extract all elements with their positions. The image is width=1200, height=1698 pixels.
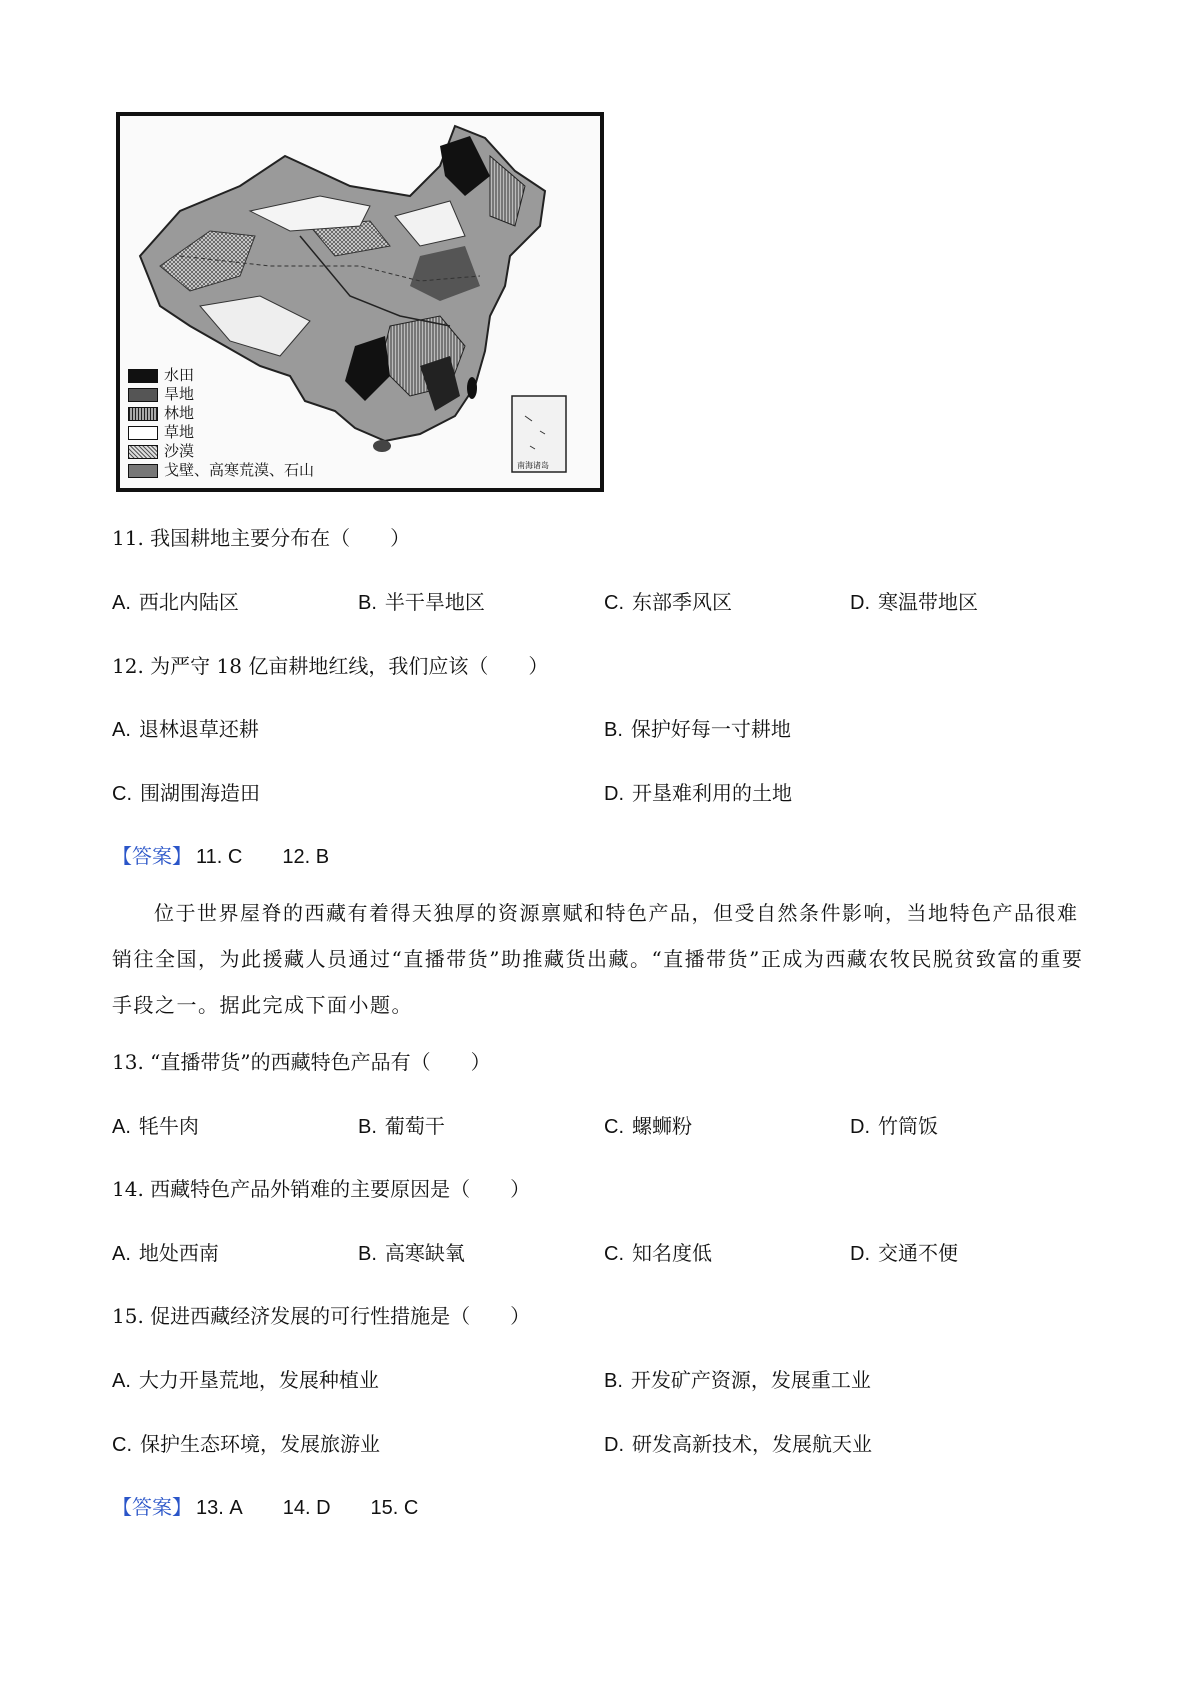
answer-line: 【答案】 13. A 14. D 15. C bbox=[112, 1495, 419, 1519]
option-b: B. 保护好每一寸耕地 bbox=[604, 717, 791, 741]
desert-swatch bbox=[128, 445, 158, 459]
question-12: 12. 为严守 18 亿亩耕地红线，我们应该（ ） bbox=[112, 654, 549, 678]
option-c: C. 螺蛳粉 bbox=[604, 1114, 692, 1138]
paddy-swatch bbox=[128, 369, 158, 383]
legend-item: 林地 bbox=[128, 404, 314, 423]
answer-tag: 【答案】 bbox=[112, 1495, 192, 1519]
option-b: B. 葡萄干 bbox=[358, 1114, 445, 1138]
answer-tag: 【答案】 bbox=[112, 844, 192, 868]
option-d: D. 研发高新技术，发展航天业 bbox=[604, 1432, 872, 1456]
option-c: C. 知名度低 bbox=[604, 1241, 712, 1265]
question-11: 11. 我国耕地主要分布在（ ） bbox=[112, 526, 411, 550]
legend-item: 沙漠 bbox=[128, 442, 314, 461]
option-d: D. 寒温带地区 bbox=[850, 590, 978, 614]
answer-line: 【答案】 11. C 12. B bbox=[112, 844, 330, 868]
option-b: B. 高寒缺氧 bbox=[358, 1241, 465, 1265]
land-use-map bbox=[116, 112, 604, 492]
option-a: A. 大力开垦荒地，发展种植业 bbox=[112, 1368, 379, 1392]
legend-item: 戈壁、高寒荒漠、石山 bbox=[128, 461, 314, 480]
option-d: D. 竹筒饭 bbox=[850, 1114, 938, 1138]
forest-swatch bbox=[128, 407, 158, 421]
option-d: D. 开垦难利用的土地 bbox=[604, 781, 792, 805]
option-b: B. 开发矿产资源，发展重工业 bbox=[604, 1368, 871, 1392]
gobi-swatch bbox=[128, 464, 158, 478]
option-d: D. 交通不便 bbox=[850, 1241, 958, 1265]
question-14: 14. 西藏特色产品外销难的主要原因是（ ） bbox=[112, 1177, 531, 1201]
option-a: A. 西北内陆区 bbox=[112, 590, 239, 614]
map-legend bbox=[128, 366, 314, 480]
option-b: B. 半干旱地区 bbox=[358, 590, 485, 614]
dryland-swatch bbox=[128, 388, 158, 402]
hainan-island bbox=[373, 440, 391, 452]
question-15: 15. 促进西藏经济发展的可行性措施是（ ） bbox=[112, 1304, 531, 1328]
question-13: 13. “直播带货”的西藏特色产品有（ ） bbox=[112, 1050, 491, 1074]
reading-passage: 位于世界屋脊的西藏有着得天独厚的资源禀赋和特色产品，但受自然条件影响，当地特色产品很难销往全国，为此援藏人员通过“直播带货”助推藏货出藏。“直播带货”正成为西藏农牧民脱贫致富的重要手段之一。据此完成下面小题。 bbox=[112, 901, 1084, 1017]
option-c: C. 围湖围海造田 bbox=[112, 781, 260, 805]
option-c: C. 保护生态环境，发展旅游业 bbox=[112, 1432, 380, 1456]
taiwan-island bbox=[467, 377, 477, 399]
inset-label: 南海诸岛 bbox=[517, 461, 549, 470]
option-a: A. 牦牛肉 bbox=[112, 1114, 199, 1138]
option-a: A. 退林退草还耕 bbox=[112, 717, 259, 741]
option-c: C. 东部季风区 bbox=[604, 590, 732, 614]
legend-item: 草地 bbox=[128, 423, 314, 442]
legend-item: 水田 bbox=[128, 366, 314, 385]
legend-item: 旱地 bbox=[128, 385, 314, 404]
option-a: A. 地处西南 bbox=[112, 1241, 219, 1265]
grassland-swatch bbox=[128, 426, 158, 440]
